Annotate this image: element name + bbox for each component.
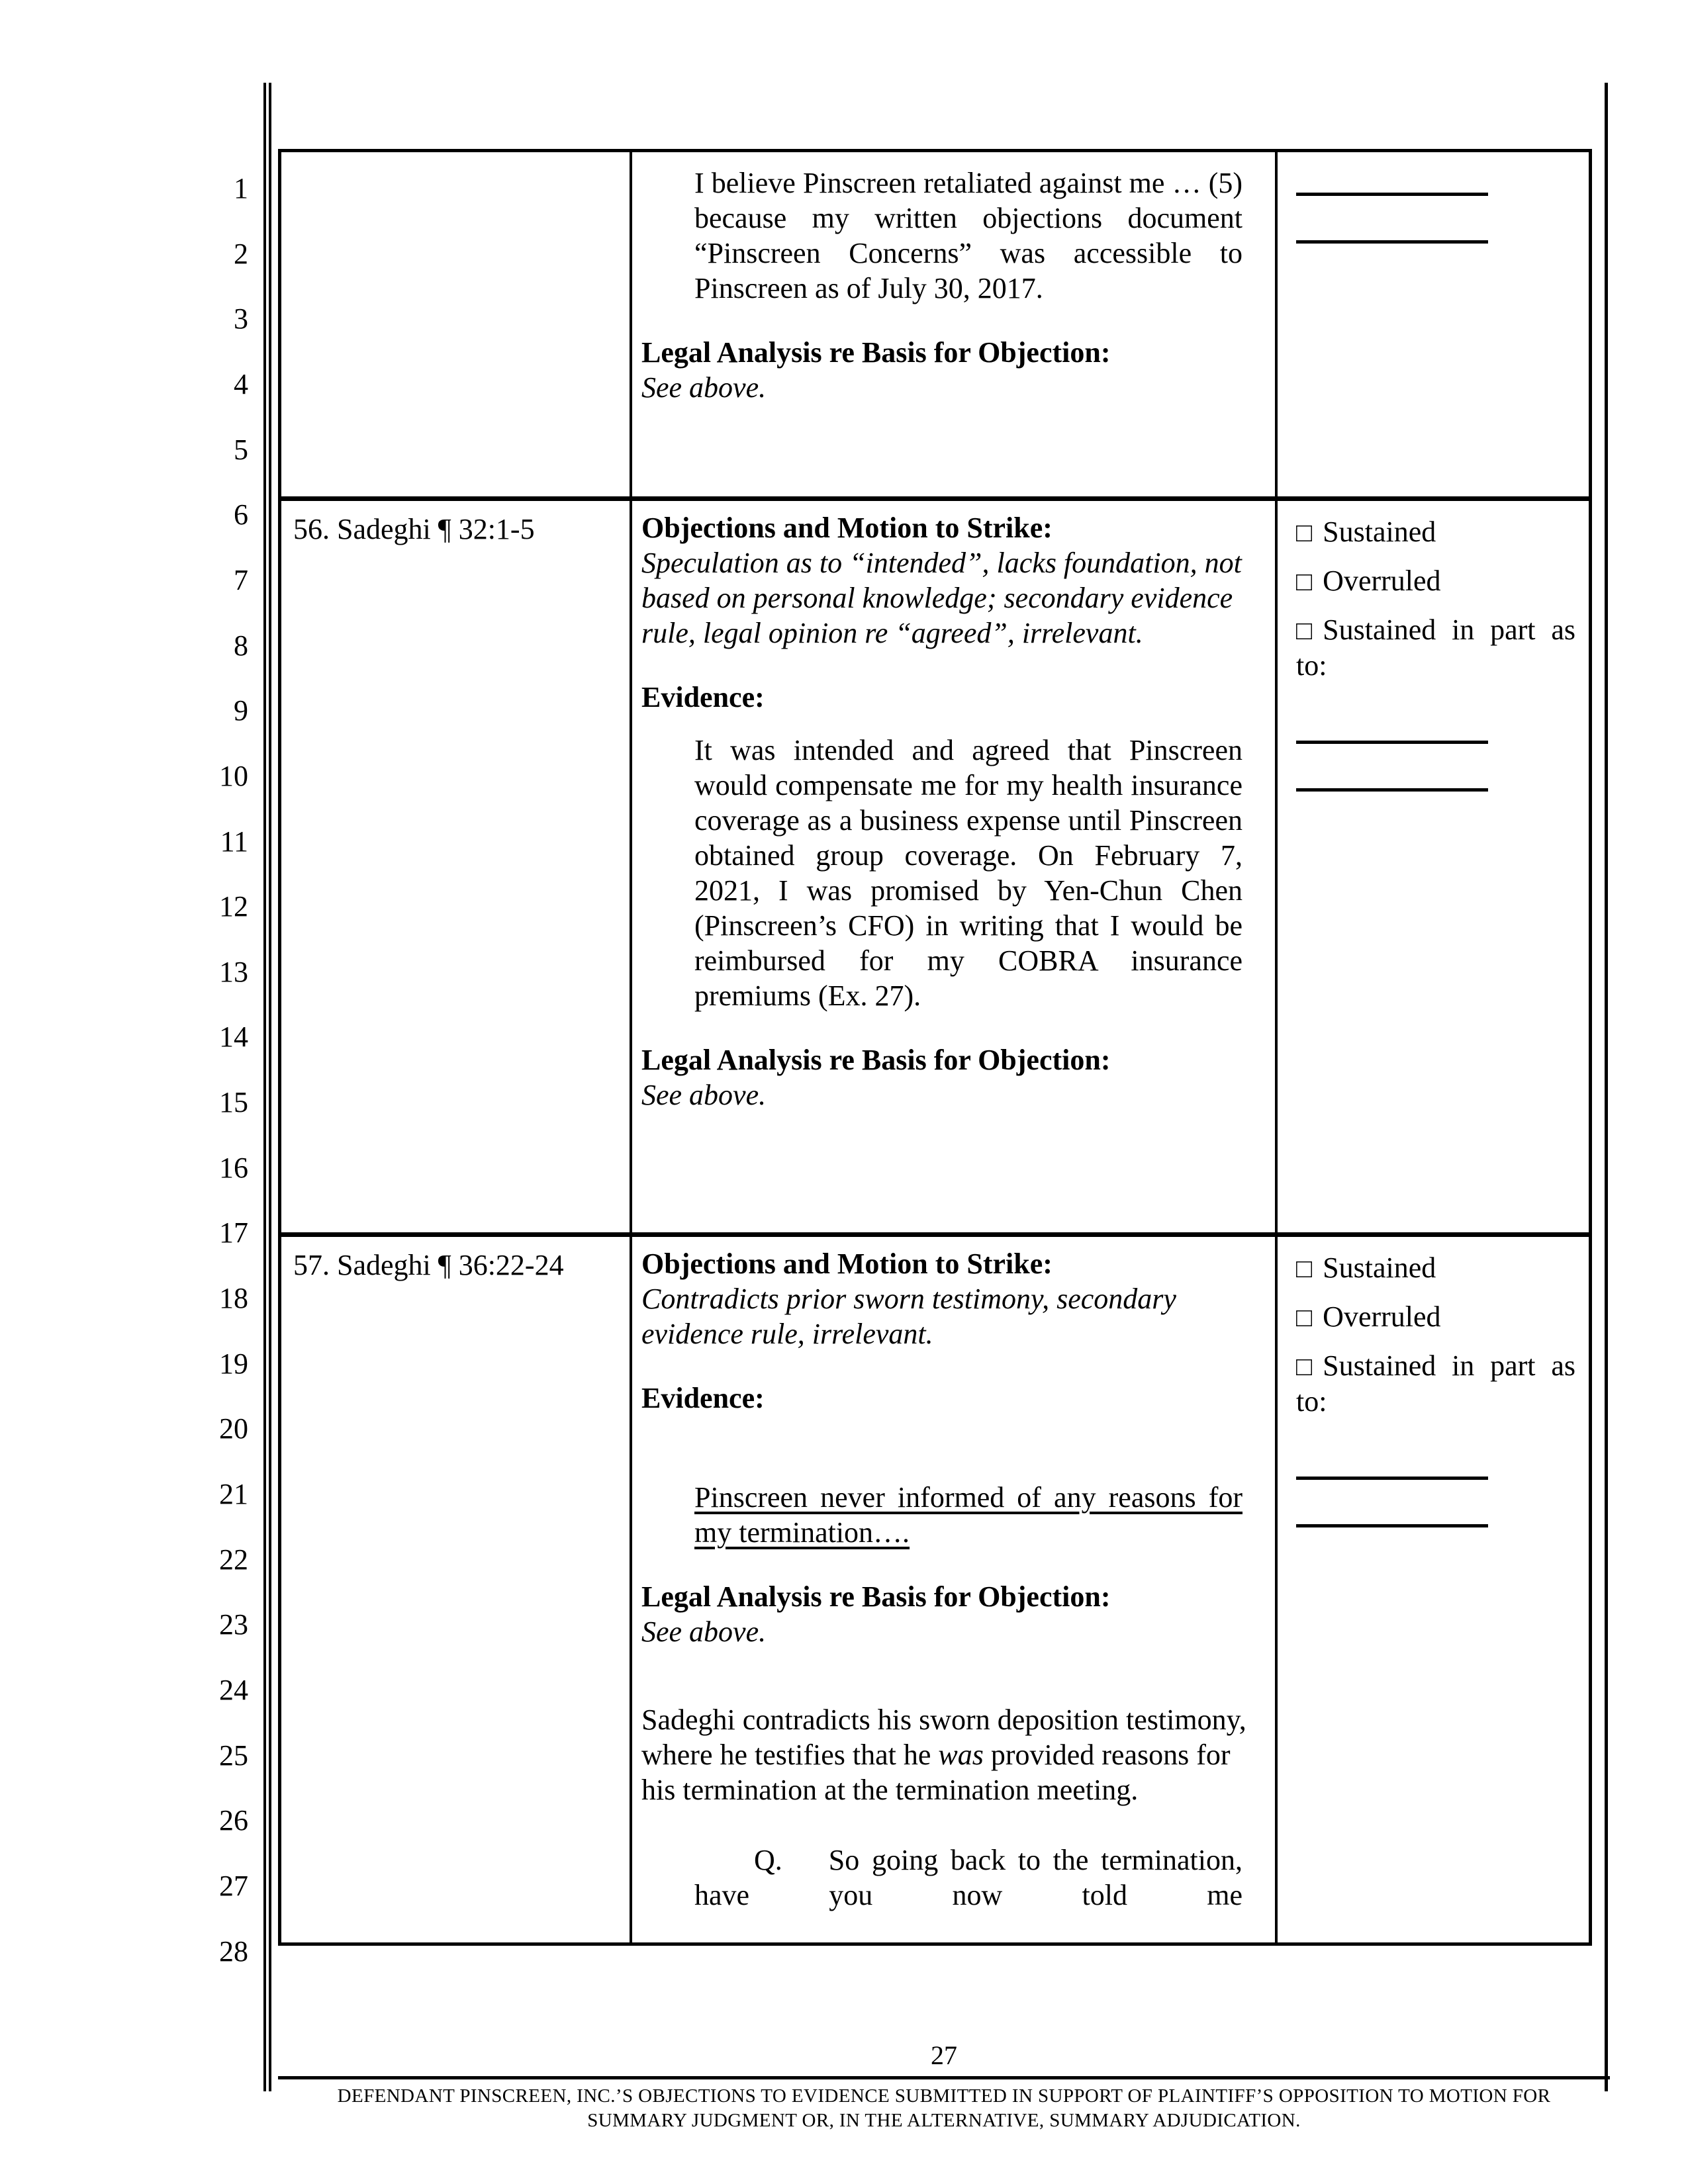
row56-objection-cell xyxy=(630,496,1275,1232)
line-number: 25 xyxy=(219,1739,248,1772)
ruling-blank-line xyxy=(1296,711,1488,744)
objections-text: Contradicts prior sworn testimony, secondary evidence rule, irrelevant. xyxy=(641,1283,1176,1350)
legal-analysis-text: See above. xyxy=(641,1615,767,1648)
checkbox-empty-icon[interactable]: □ xyxy=(1296,1302,1313,1332)
row56-ref-cell xyxy=(281,496,630,1232)
checkbox-empty-icon[interactable]: □ xyxy=(1296,567,1313,596)
analysis-paragraph xyxy=(641,1702,1264,1807)
left-double-rule-inner xyxy=(269,83,271,2091)
line-number: 20 xyxy=(219,1412,248,1445)
row56-ruling-cell xyxy=(1275,496,1589,1232)
objections-heading: Objections and Motion to Strike: xyxy=(641,1248,1053,1280)
ruling-label: Sustained xyxy=(1323,1251,1436,1284)
ruling-blank-line xyxy=(1296,758,1488,792)
ruling-label: Overruled xyxy=(1323,565,1441,597)
line-number: 15 xyxy=(219,1086,248,1119)
row1-ruling-cell xyxy=(1275,152,1589,496)
row1-evidence-cell xyxy=(630,152,1275,496)
objection-ref: 56. Sadeghi ¶ 32:1-5 xyxy=(293,513,535,545)
line-number: 28 xyxy=(219,1934,248,1968)
line-number: 12 xyxy=(219,890,248,923)
left-double-rule-outer xyxy=(263,83,266,2091)
analysis-emphasis: was xyxy=(938,1739,984,1771)
ruling-label: Sustained xyxy=(1323,516,1436,548)
line-number: 10 xyxy=(219,759,248,792)
line-number: 8 xyxy=(234,629,248,662)
legal-analysis-heading: Legal Analysis re Basis for Objection: xyxy=(641,1044,1111,1076)
line-number: 21 xyxy=(219,1478,248,1510)
line-number: 9 xyxy=(234,694,248,727)
line-number: 11 xyxy=(220,825,248,858)
line-number: 5 xyxy=(234,433,248,466)
deposition-quote xyxy=(694,1843,1243,1913)
ruling-blank-line xyxy=(1296,1447,1488,1480)
evidence-quote: I believe Pinscreen retaliated against me … (5) because my written objections document “Pinscreen Concerns” was accessible to Pinscreen as of July 30, 2017. xyxy=(694,167,1243,304)
line-number: 19 xyxy=(219,1347,248,1380)
legal-analysis-text: See above. xyxy=(641,1079,767,1111)
line-number: 6 xyxy=(234,498,248,531)
line-number: 16 xyxy=(219,1151,248,1184)
line-number: 1 xyxy=(234,172,248,205)
checkbox-empty-icon[interactable]: □ xyxy=(1296,1351,1313,1381)
checkbox-empty-icon[interactable]: □ xyxy=(1296,615,1313,645)
deposition-q-label: Q. xyxy=(754,1844,782,1876)
objections-heading: Objections and Motion to Strike: xyxy=(641,512,1053,544)
row1-ref-cell xyxy=(281,152,630,496)
ruling-blank-line xyxy=(1296,165,1488,196)
row57-ref-cell xyxy=(281,1232,630,1942)
analysis-text-1: Sadeghi contradicts his sworn deposition testimony, where he testifies that he xyxy=(641,1704,1246,1771)
line-number: 22 xyxy=(219,1543,248,1576)
deposition-q-text: So going back to the termination, have you now told me xyxy=(694,1844,1243,1911)
ruling-option-overruled xyxy=(1296,1299,1575,1335)
ruling-option-sustained xyxy=(1296,514,1575,550)
line-number: 2 xyxy=(234,237,248,270)
right-margin-rule xyxy=(1605,83,1608,2091)
line-number: 4 xyxy=(234,367,248,400)
line-number: 3 xyxy=(234,302,248,336)
ruling-option-sustained xyxy=(1296,1250,1575,1286)
ruling-label: Overruled xyxy=(1323,1300,1441,1333)
legal-analysis-heading: Legal Analysis re Basis for Objection: xyxy=(641,336,1111,369)
legal-analysis-text: See above. xyxy=(641,371,767,404)
line-number: 17 xyxy=(219,1216,248,1250)
row57-objection-cell xyxy=(630,1232,1275,1942)
line-number: 18 xyxy=(219,1282,248,1315)
objections-table xyxy=(278,149,1592,1946)
line-number: 23 xyxy=(219,1608,248,1641)
ruling-option-overruled xyxy=(1296,563,1575,599)
objection-ref: 57. Sadeghi ¶ 36:22-24 xyxy=(293,1249,564,1281)
checkbox-empty-icon[interactable]: □ xyxy=(1296,1253,1313,1283)
evidence-heading: Evidence: xyxy=(641,1382,765,1414)
line-number: 26 xyxy=(219,1804,248,1837)
objections-text: Speculation as to “intended”, lacks foundation, not based on personal knowledge; secondary evidence rule, legal opinion re “agreed”, irrelevant. xyxy=(641,547,1242,649)
evidence-quote-underlined: Pinscreen never informed of any reasons for my termination…. xyxy=(694,1481,1243,1549)
ruling-label: Sustained in part as to: xyxy=(1296,1349,1575,1418)
evidence-quote: It was intended and agreed that Pinscreen would compensate me for my health insurance coverage as a business expense until Pinscreen obtained group coverage. On February 7, 2021, I was promised by Yen-Chun Chen (Pinscreen’s CFO) in writing that I would be reimbursed for my COBRA insurance premiums (Ex. 27). xyxy=(694,734,1243,1012)
evidence-heading: Evidence: xyxy=(641,681,765,713)
footer-title xyxy=(278,2084,1610,2133)
legal-analysis-heading: Legal Analysis re Basis for Objection: xyxy=(641,1580,1111,1613)
footer-title-line1: DEFENDANT PINSCREEN, INC.’S OBJECTIONS TO EVIDENCE SUBMITTED IN SUPPORT OF PLAINTIFF’S OPPOSITION TO MOTION FOR xyxy=(337,2085,1551,2107)
ruling-option-sustained-in-part xyxy=(1296,1348,1575,1419)
line-number: 13 xyxy=(219,955,248,988)
footer-rule xyxy=(278,2076,1610,2079)
ruling-blank-line xyxy=(1296,226,1488,244)
footer-title-line2: SUMMARY JUDGMENT OR, IN THE ALTERNATIVE, SUMMARY ADJUDICATION. xyxy=(587,2110,1301,2131)
row57-ruling-cell xyxy=(1275,1232,1589,1942)
ruling-blank-line xyxy=(1296,1494,1488,1527)
line-number: 24 xyxy=(219,1673,248,1706)
ruling-option-sustained-in-part xyxy=(1296,612,1575,683)
line-number: 7 xyxy=(234,563,248,596)
checkbox-empty-icon[interactable]: □ xyxy=(1296,518,1313,547)
analysis-text-2: provided reasons for his termination at the termination meeting. xyxy=(641,1739,1231,1806)
line-number: 14 xyxy=(219,1021,248,1054)
page-number: 27 xyxy=(931,2040,957,2070)
line-number: 27 xyxy=(219,1869,248,1902)
ruling-label: Sustained in part as to: xyxy=(1296,614,1575,682)
